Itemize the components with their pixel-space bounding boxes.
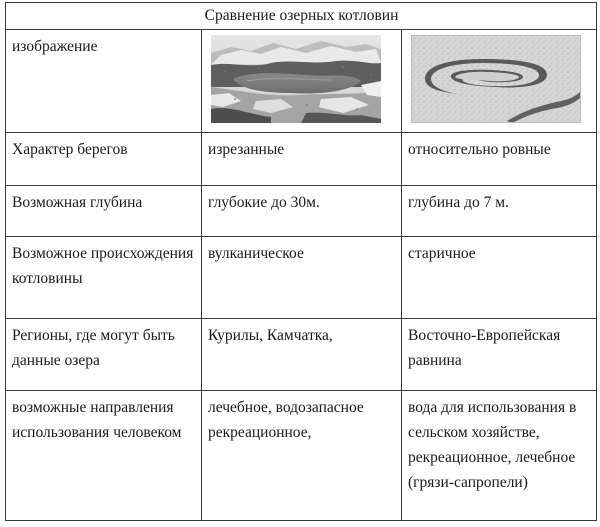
cell-oxbow-image	[402, 30, 597, 133]
cell-origin-oxbow: старичное	[402, 237, 597, 319]
row-label-regions: Регионы, где могут быть данные озера	[6, 319, 202, 391]
table-title: Сравнение озерных котловин	[6, 3, 597, 30]
table-row	[6, 133, 597, 186]
row-label-usage: возможные направления использования человеком	[6, 391, 202, 521]
cell-regions-oxbow: Восточно-Европейская равнина	[402, 319, 597, 391]
oxbow-lake-photo	[411, 35, 581, 123]
row-label-origin: Возможное происхождения котловины	[6, 237, 202, 319]
cell-shore-type-volcanic: изрезанные	[202, 133, 402, 186]
table-row	[6, 319, 597, 391]
table-row	[6, 237, 597, 319]
row-label-depth: Возможная глубина	[6, 186, 202, 237]
row-label-shore-type: Характер берегов	[6, 133, 202, 186]
cell-origin-volcanic: вулканическое	[202, 237, 402, 319]
table-row	[6, 186, 597, 237]
cell-depth-oxbow: глубина до 7 м.	[402, 186, 597, 237]
cell-shore-type-oxbow: относительно ровные	[402, 133, 597, 186]
table-title-row	[6, 3, 597, 30]
row-label-image: изображение	[6, 30, 202, 133]
cell-volcanic-image	[202, 30, 402, 133]
cell-usage-volcanic: лечебное, водозапасное рекреационное,	[202, 391, 402, 521]
cell-depth-volcanic: глубокие до 30м.	[202, 186, 402, 237]
lake-basin-comparison-table	[5, 2, 597, 521]
table-row	[6, 391, 597, 521]
cell-usage-oxbow: вода для использования в сельском хозяйстве, рекреационное, лечебное (грязи-сапропели)	[402, 391, 597, 521]
table-row-image	[6, 30, 597, 133]
volcanic-crater-lake-photo	[211, 35, 381, 123]
cell-regions-volcanic: Курилы, Камчатка,	[202, 319, 402, 391]
